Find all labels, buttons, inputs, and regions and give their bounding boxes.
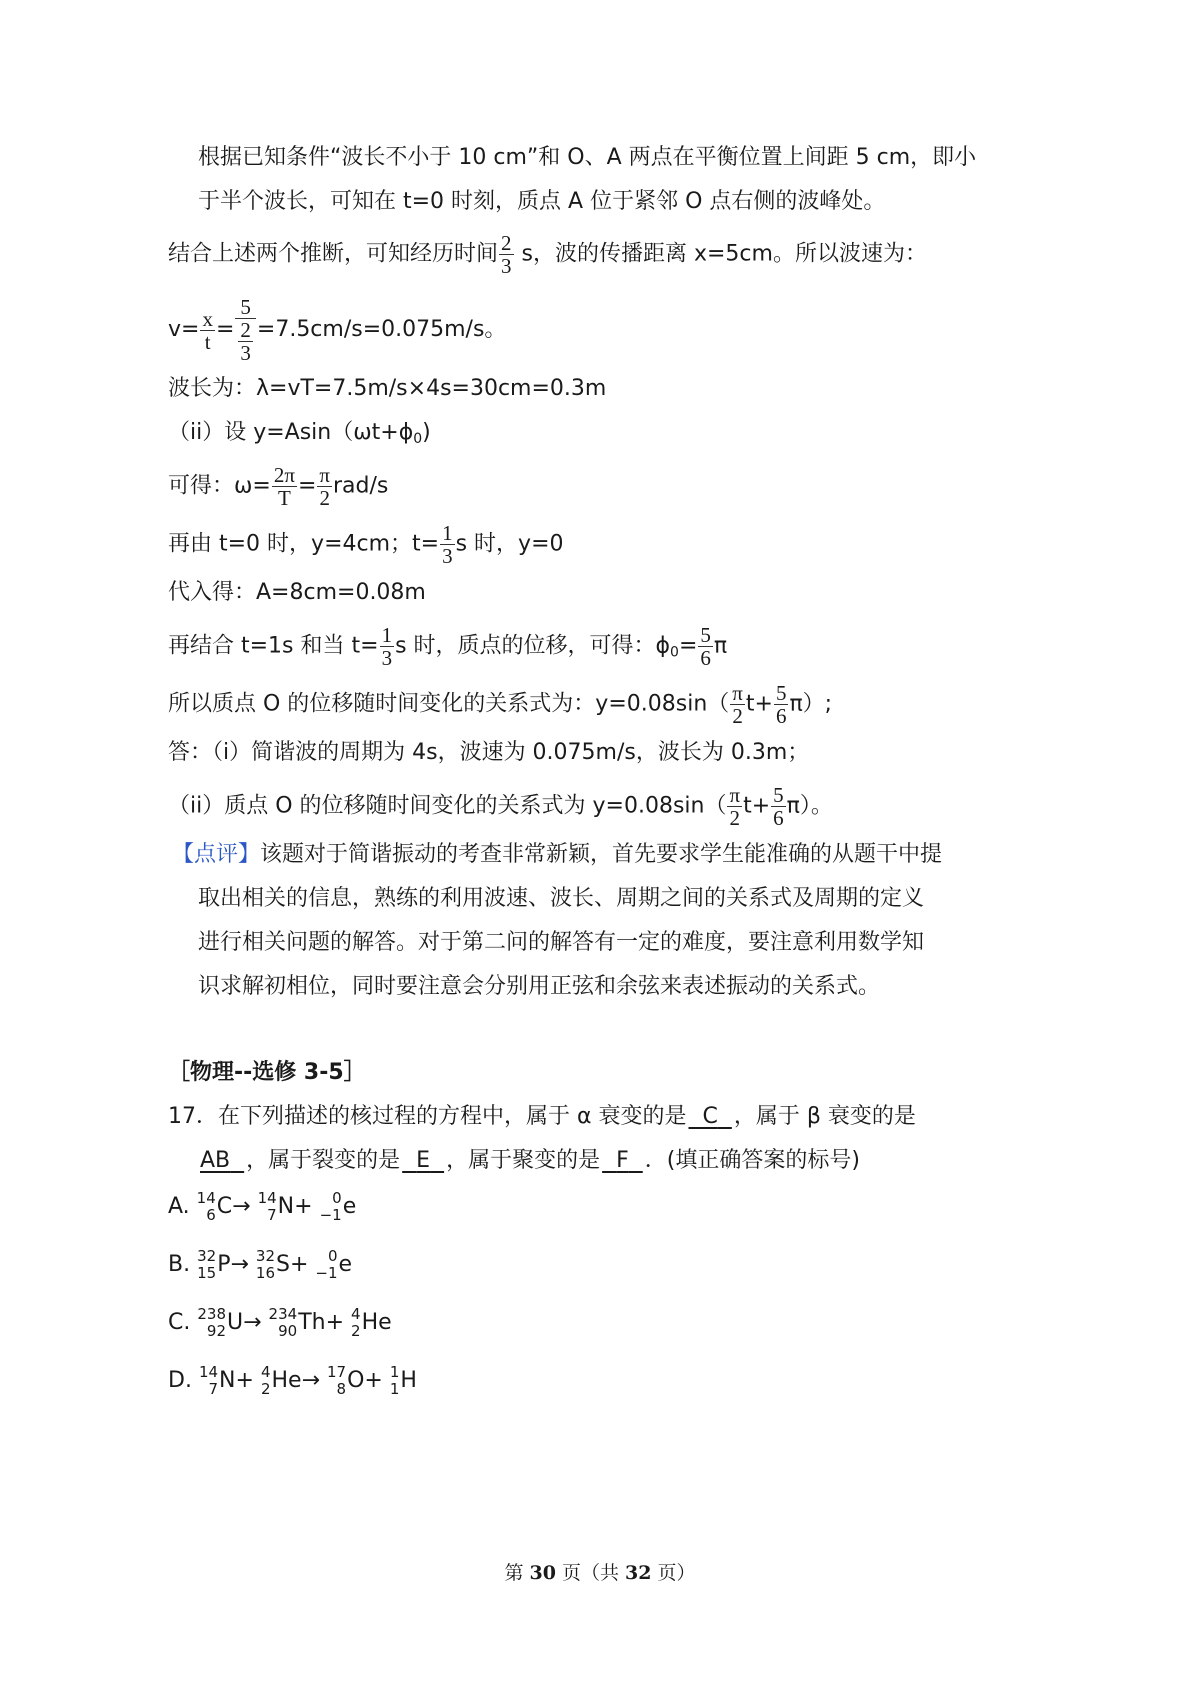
nuclide: 1 1 [389,1363,400,1398]
fraction: $\frac{x}{t}$ [202,306,213,354]
nuclide: 14 6 [196,1189,216,1224]
text: 结合上述两个推断，可知经历时间 [168,241,499,267]
section-heading: ［物理--选修 3-5］ [168,1060,366,1085]
nuclide: 14 7 [257,1189,277,1224]
nuclide: 4 2 [260,1363,271,1398]
fraction: $\frac{2\pi}{T}$ [273,463,295,510]
fraction: $\frac{\pi}{2}$ [319,463,331,510]
fraction: $\frac{\pi}{2}$ [729,783,741,830]
question-line: 17．在下列描述的核过程的方程中，属于 α 衰变的是 C ，属于 β 衰变的是 [168,1102,916,1132]
option-b: B. 32 15 P→ 32 16 S+ 0 −1 e [168,1247,353,1282]
compound-fraction: $\frac{5}{\frac{2}{3}}$ [235,296,256,364]
nuclide: 0 −1 [319,1189,342,1224]
nuclide: 0 −1 [315,1247,338,1282]
comment-line: 【点评】该题对于简谐振动的考查非常新颖，首先要求学生能准确的从题干中提 [172,842,943,867]
nuclide: 4 2 [351,1305,361,1340]
answer-blank: AB [200,1148,231,1173]
answer-blank: E [416,1148,431,1173]
text-line: （ii）设 $y=Asin(\omega t+\phi_0)$ [168,420,431,447]
text-line: 再结合 t=1s 和当 t= $\frac{1}{3}$ s 时，质点的位移，可得：$\phi_0=$ $\frac{5}{6}$ π [168,623,728,670]
nuclide: 14 7 [198,1363,219,1398]
text: s，波的传播距离 x=5cm。所以波速为： [514,241,927,267]
fraction: $\frac{1}{3}$ [381,623,393,670]
fraction: $\frac{\pi}{2}$ [732,681,743,728]
text-line: 代入得：A=8cm=0.08m [168,580,426,605]
fraction: $\frac{2}{3}$ [240,318,251,365]
nuclide: 238 92 [197,1305,226,1340]
page-number: 30 [529,1562,556,1584]
nuclide: 32 15 [197,1247,217,1282]
text-line: 于半个波长，可知在 t=0 时刻，质点 A 位于紧邻 O 点右侧的波峰处。 [198,189,886,214]
option-d: D. 14 7 N+ 4 2 He→ 17 8 O+ 1 1 H [168,1363,417,1398]
page-footer: 第 30 页（共 32 页） [504,1562,696,1584]
text-line: 所以质点 O 的位移随时间变化的关系式为：y=0.08sin（ $\frac{\pi}{2}$ t+ $\frac{5}{6}$ π）; [168,681,833,728]
text-line: 再由 t=0 时，y=4cm；t= $\frac{1}{3}$ s 时，y=0 [168,521,564,568]
answer-line: （ii）质点 O 的位移随时间变化的关系式为 y=0.08sin（ $\frac{\pi}{2}$ t+ $\frac{5}{6}$ π）。 [168,783,833,830]
answer-blank: C [702,1104,718,1129]
question-line: AB ，属于裂变的是 E ，属于聚变的是 F ．(填正确答案的标号) [198,1146,860,1176]
text: =7.5cm/s=0.075m/s。 [256,317,507,342]
nuclide: 234 90 [268,1305,298,1340]
fraction: $\frac{5}{6}$ [700,623,711,670]
fraction: $\frac{1}{3}$ [442,521,453,568]
answer-blank: F [616,1148,629,1173]
option-a: A. 14 6 C→ 14 7 N+ 0 −1 e [168,1189,357,1224]
comment-tag: 【点评】 [172,842,261,867]
omega-formula: 可得：ω= $\frac{2\pi}{T}$ = $\frac{\pi}{2}$ rad/s [168,463,389,510]
fraction: $\frac{5}{6}$ [775,681,787,728]
fraction: $\frac{2}{3}$ [501,231,512,278]
comment-line: 取出相关的信息，熟练的利用波速、波长、周期之间的关系式及周期的定义 [198,886,925,911]
nuclide: 32 16 [255,1247,275,1282]
page-total: 32 [625,1562,652,1584]
text-line [168,232,927,277]
option-c: C. 238 92 U→ 234 90 Th+ 4 2 He [168,1305,392,1340]
nuclide: 17 8 [327,1363,347,1398]
text: v= [168,317,200,342]
fraction: $\frac{5}{6}$ [773,783,784,830]
comment-line: 进行相关问题的解答。对于第二问的解答有一定的难度，要注意利用数学知 [198,930,925,955]
text-line: 波长为：λ=vT=7.5m/s×4s=30cm=0.3m [168,376,607,401]
comment-line: 识求解初相位，同时要注意会分别用正弦和余弦来表述振动的关系式。 [198,974,881,999]
text-line: 根据已知条件“波长不小于 10 cm”和 O、A 两点在平衡位置上间距 5 cm，即小 [198,145,977,170]
velocity-formula: v= $\frac{x}{t}$ = $\frac{5}{\frac{2}{3}}$ =7.5cm/s=0.075m/s。 [168,295,507,365]
answer-line: 答：（i）简谐波的周期为 4s，波速为 0.075m/s，波长为 0.3m； [168,740,810,765]
